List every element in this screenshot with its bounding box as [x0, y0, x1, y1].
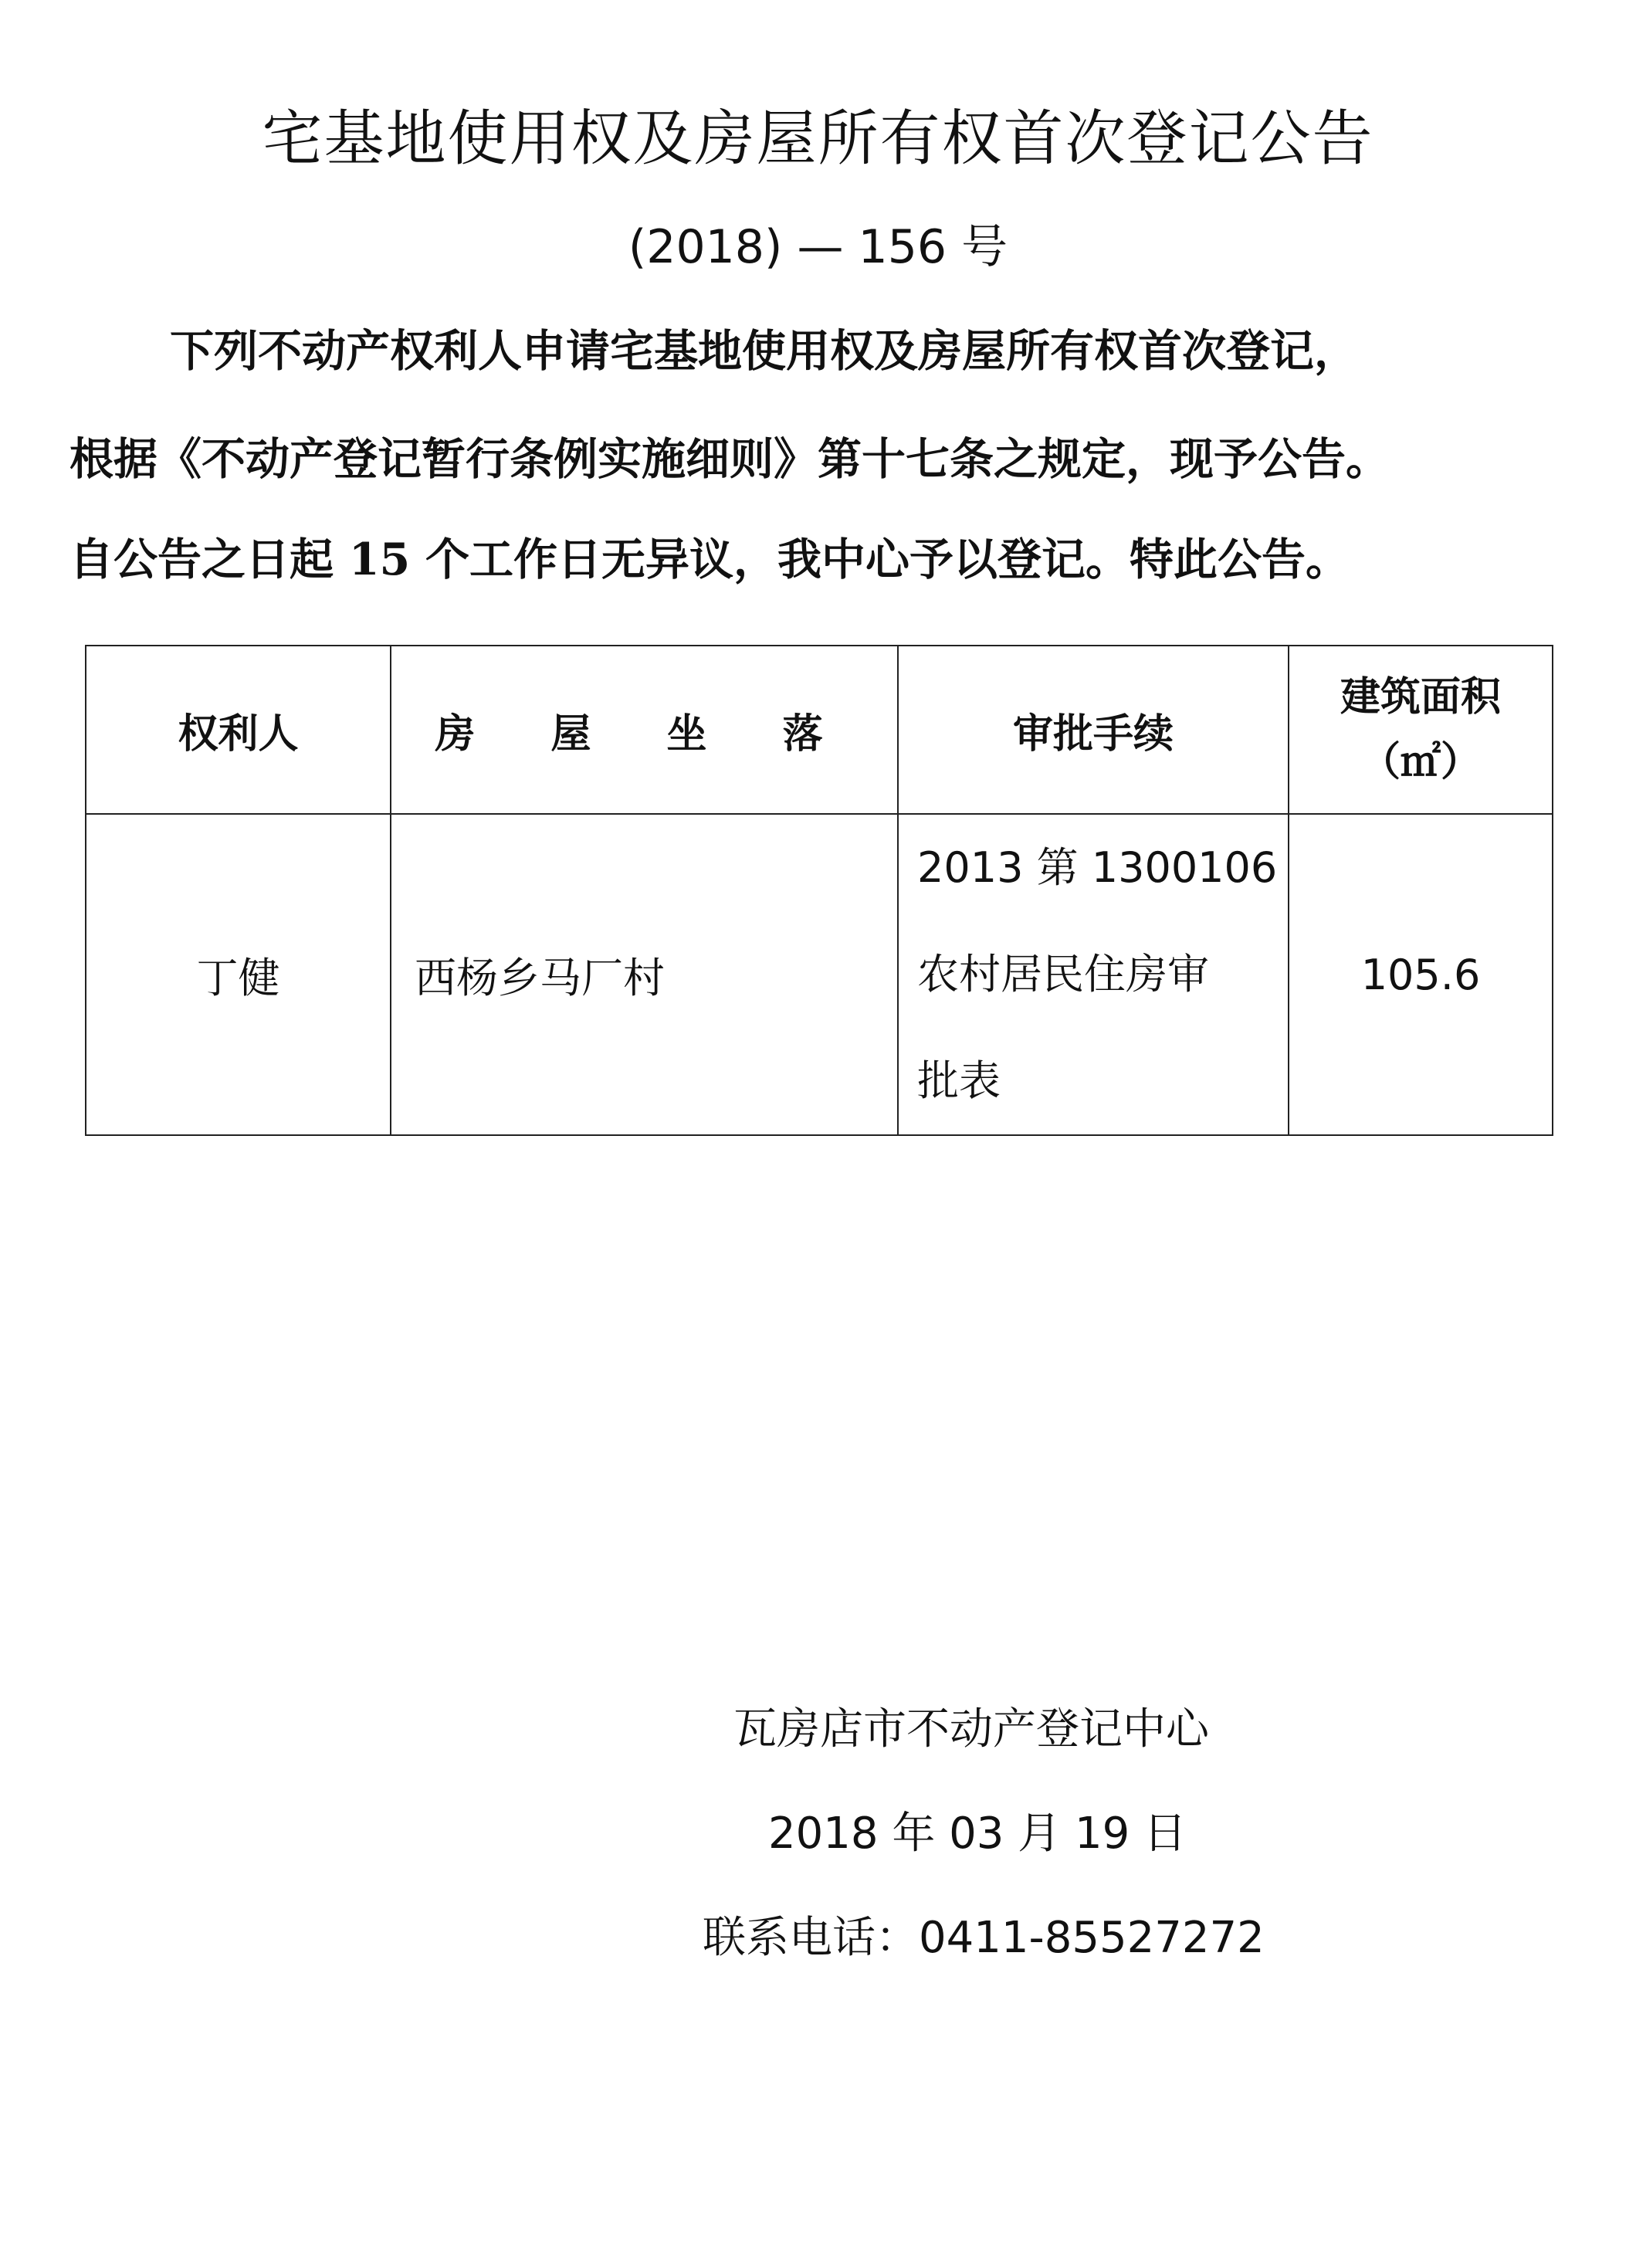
- notice-line-1: 下列不动产权利人申请宅基地使用权及房屋所有权首次登记，: [170, 325, 1358, 377]
- header-owner: 权利人: [86, 646, 391, 814]
- cell-location: 西杨乡马厂村: [391, 814, 898, 1135]
- notice-line-3: 自公告之日起 15 个工作日无异议，我中心予以登记。特此公告。: [69, 534, 1350, 585]
- table-header-row: [86, 646, 1553, 814]
- approval-line-1: 2013 第 1300106: [917, 843, 1278, 892]
- header-approval: 审批手续: [898, 646, 1289, 814]
- issue-date: 2018 年 03 月 19 日: [768, 1809, 1187, 1859]
- table-row: [86, 814, 1553, 1135]
- header-area: [1289, 646, 1553, 814]
- header-area-unit: （㎡）: [1360, 738, 1481, 785]
- notice-line-2: 根据《不动产登记暂行条例实施细则》第十七条之规定，现予公告。: [69, 433, 1390, 485]
- cell-area: 105.6: [1289, 814, 1553, 1135]
- contact-phone: 联系电话：0411-85527272: [703, 1913, 1265, 1963]
- approval-line-2: 农村居民住房审: [917, 950, 1209, 998]
- cell-approval: [898, 814, 1289, 1135]
- issuing-organization: 瓦房店市不动产登记中心: [733, 1704, 1209, 1754]
- approval-line-3: 批表: [917, 1056, 1001, 1105]
- page-title: 宅基地使用权及房屋所有权首次登记公告: [262, 104, 1374, 174]
- header-area-label: 建筑面积: [1340, 673, 1501, 720]
- cell-owner: 丁健: [86, 814, 391, 1135]
- registration-table: [85, 645, 1553, 1136]
- document-number: (2018) — 156 号: [628, 220, 1008, 274]
- header-location: 房 屋 坐 落: [391, 646, 898, 814]
